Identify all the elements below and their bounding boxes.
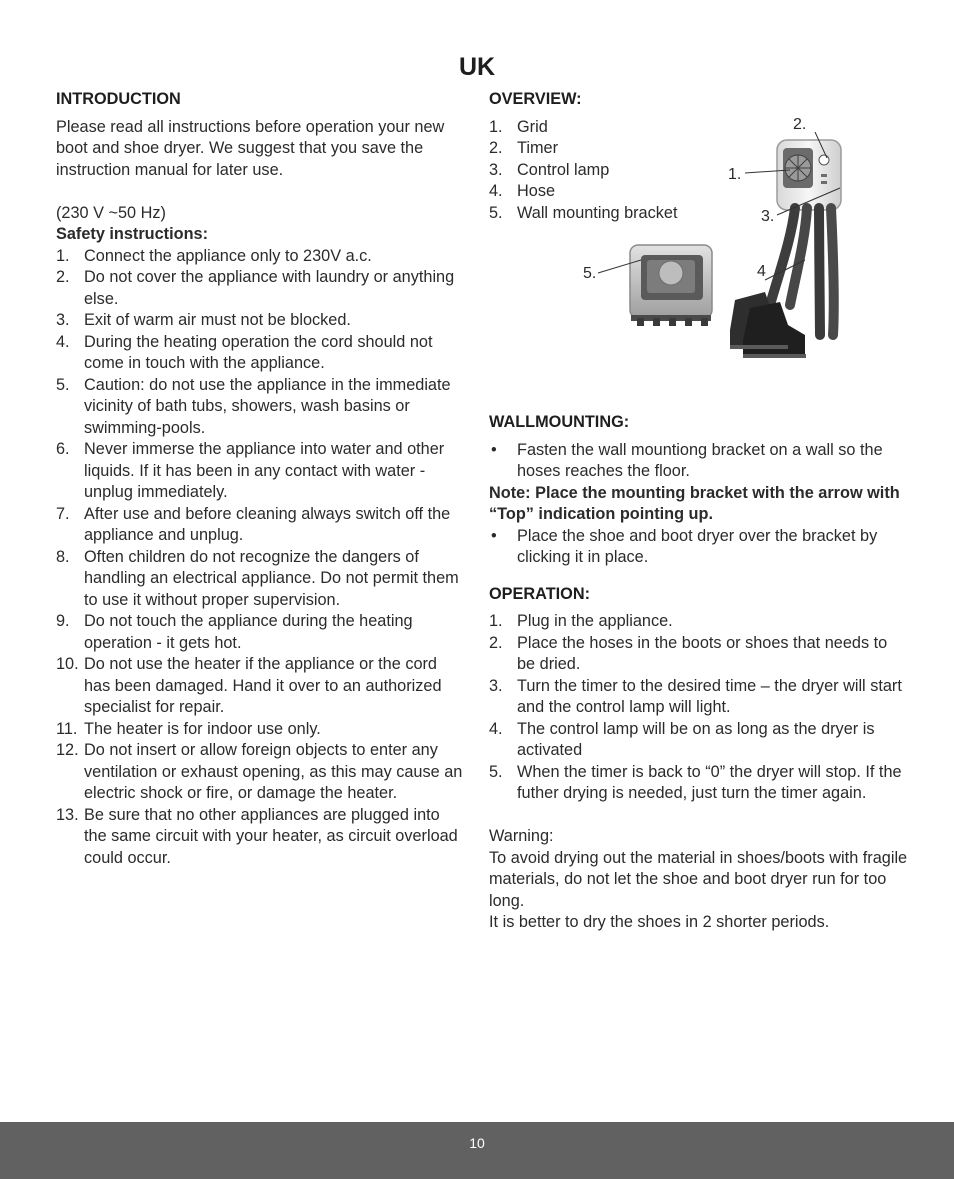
dryer-unit-image bbox=[777, 140, 841, 210]
wallmounting-list bbox=[489, 440, 909, 483]
item-text: Grid bbox=[517, 117, 548, 136]
item-number: 5. bbox=[56, 375, 70, 394]
item-text: Often children do not recognize the dangers of handling an electrical appliance. Do not permit them to use it without proper supervision. bbox=[84, 547, 459, 609]
item-text: Never immerse the appliance into water and other liquids. If it has been in any contact with water - unplug immediately. bbox=[84, 440, 445, 501]
introduction-heading: INTRODUCTION bbox=[56, 90, 181, 108]
list-item bbox=[489, 719, 909, 762]
introduction-text: Please read all instructions before operation your new boot and shoe dryer. We suggest that you save the instruction manual for later use. bbox=[56, 117, 445, 179]
list-item bbox=[56, 267, 466, 310]
item-text: Place the hoses in the boots or shoes that needs to be dried. bbox=[517, 633, 888, 673]
list-item bbox=[56, 504, 466, 547]
item-number: 3. bbox=[56, 311, 70, 329]
item-text: Do not use the heater if the appliance or the cord has been damaged. Hand it over to an authorized specialist for repair. bbox=[84, 655, 442, 716]
item-number: 11. bbox=[56, 719, 78, 738]
figure-label-4: 4 bbox=[757, 263, 766, 280]
item-number: 2. bbox=[489, 633, 503, 652]
safety-list bbox=[56, 246, 466, 870]
item-text: Exit of warm air must not be blocked. bbox=[84, 311, 351, 329]
item-number: 2. bbox=[489, 139, 503, 157]
list-item bbox=[56, 654, 466, 719]
list-item bbox=[56, 375, 466, 440]
voltage-text: (230 V ~50 Hz) bbox=[56, 203, 166, 222]
item-number: 13. bbox=[56, 805, 79, 824]
warning-text-2: It is better to dry the shoes in 2 shorter periods. bbox=[489, 913, 830, 931]
wallmounting-heading: WALLMOUNTING: bbox=[489, 413, 630, 431]
item-text: Do not insert or allow foreign objects to enter any ventilation or exhaust opening, as this may cause an electric shock or fire, or damage the heater. bbox=[84, 741, 463, 802]
item-number: 3. bbox=[489, 160, 503, 179]
item-number: 10. bbox=[56, 655, 79, 673]
item-number: 1. bbox=[56, 246, 70, 265]
item-text: The control lamp will be on as long as the dryer is activated bbox=[517, 719, 875, 759]
warning-heading: Warning: bbox=[489, 827, 554, 845]
safety-heading: Safety instructions: bbox=[56, 225, 208, 243]
item-text: The heater is for indoor use only. bbox=[84, 719, 321, 738]
overview-heading: OVERVIEW: bbox=[489, 90, 582, 108]
page-footer bbox=[0, 1122, 954, 1179]
item-text: Fasten the wall mountiong bracket on a wall so the hoses reaches the floor. bbox=[517, 440, 883, 480]
item-text: During the heating operation the cord should not come in touch with the appliance. bbox=[84, 332, 433, 372]
list-item bbox=[56, 310, 466, 332]
list-item bbox=[56, 547, 466, 612]
list-item bbox=[489, 526, 909, 569]
item-number: 2. bbox=[56, 268, 70, 286]
list-item bbox=[489, 676, 909, 719]
item-number: 7. bbox=[56, 504, 70, 523]
item-text: Timer bbox=[517, 139, 558, 157]
figure-label-2: 2. bbox=[793, 116, 807, 133]
list-item bbox=[489, 611, 909, 633]
item-number: 1. bbox=[489, 117, 503, 136]
item-number: 4. bbox=[489, 719, 503, 738]
item-number: 5. bbox=[489, 762, 503, 781]
list-item bbox=[56, 740, 466, 805]
figure-label-3: 3. bbox=[761, 208, 775, 225]
list-item bbox=[56, 719, 466, 741]
list-item bbox=[56, 332, 466, 375]
item-text: Place the shoe and boot dryer over the bracket by clicking it in place. bbox=[517, 526, 878, 566]
item-number: 6. bbox=[56, 440, 70, 458]
item-number: 12. bbox=[56, 741, 79, 759]
item-text: Caution: do not use the appliance in the immediate vicinity of bath tubs, showers, wash basins or swimming-pools. bbox=[84, 375, 451, 437]
item-number: 1. bbox=[489, 612, 503, 630]
item-number: 3. bbox=[489, 676, 503, 695]
item-text: After use and before cleaning always switch off the appliance and unplug. bbox=[84, 504, 451, 544]
operation-list bbox=[489, 611, 909, 805]
figure-label-5: 5. bbox=[583, 265, 597, 282]
item-text: Turn the timer to the desired time – the dryer will start and the control lamp will light. bbox=[517, 676, 902, 716]
wallmounting-note: Note: Place the mounting bracket with the arrow with “Top” indication pointing up. bbox=[489, 483, 900, 523]
item-text: Plug in the appliance. bbox=[517, 612, 673, 630]
page-title: UK bbox=[458, 53, 496, 81]
item-text: When the timer is back to “0” the dryer will stop. If the futher drying is needed, just turn the timer again. bbox=[517, 762, 902, 802]
wall-bracket-image bbox=[630, 245, 712, 326]
item-number: 5. bbox=[489, 203, 503, 222]
list-item bbox=[56, 246, 466, 268]
item-number: 4. bbox=[489, 182, 503, 200]
warning-text: To avoid drying out the material in shoes/boots with fragile materials, do not let the shoe and boot dryer run for too long. bbox=[489, 848, 908, 910]
item-number: 9. bbox=[56, 612, 70, 630]
boot-dryer-illustration bbox=[565, 110, 910, 360]
item-text: Control lamp bbox=[517, 160, 610, 179]
figure-label-1: 1. bbox=[728, 166, 742, 183]
wallmounting-list-2 bbox=[489, 526, 909, 569]
item-text: Be sure that no other appliances are plugged into the same circuit with your heater, as circuit overload could occur. bbox=[84, 805, 458, 867]
item-text: Wall mounting bracket bbox=[517, 203, 678, 222]
list-item bbox=[56, 611, 466, 654]
item-text: Do not touch the appliance during the heating operation - it gets hot. bbox=[84, 612, 413, 652]
list-item bbox=[56, 439, 466, 504]
item-number: 4. bbox=[56, 332, 70, 351]
operation-heading: OPERATION: bbox=[489, 584, 591, 603]
left-column bbox=[56, 89, 466, 869]
page-number: 10 bbox=[469, 1135, 485, 1151]
bullet: • bbox=[491, 440, 497, 459]
list-item bbox=[489, 633, 909, 676]
item-text: Connect the appliance only to 230V a.c. bbox=[84, 246, 372, 265]
item-text: Do not cover the appliance with laundry or anything else. bbox=[84, 268, 455, 308]
item-number: 8. bbox=[56, 547, 70, 566]
list-item bbox=[56, 805, 466, 870]
list-item bbox=[489, 440, 909, 483]
item-text: Hose bbox=[517, 182, 556, 200]
list-item bbox=[489, 762, 909, 805]
bullet: • bbox=[491, 526, 497, 545]
